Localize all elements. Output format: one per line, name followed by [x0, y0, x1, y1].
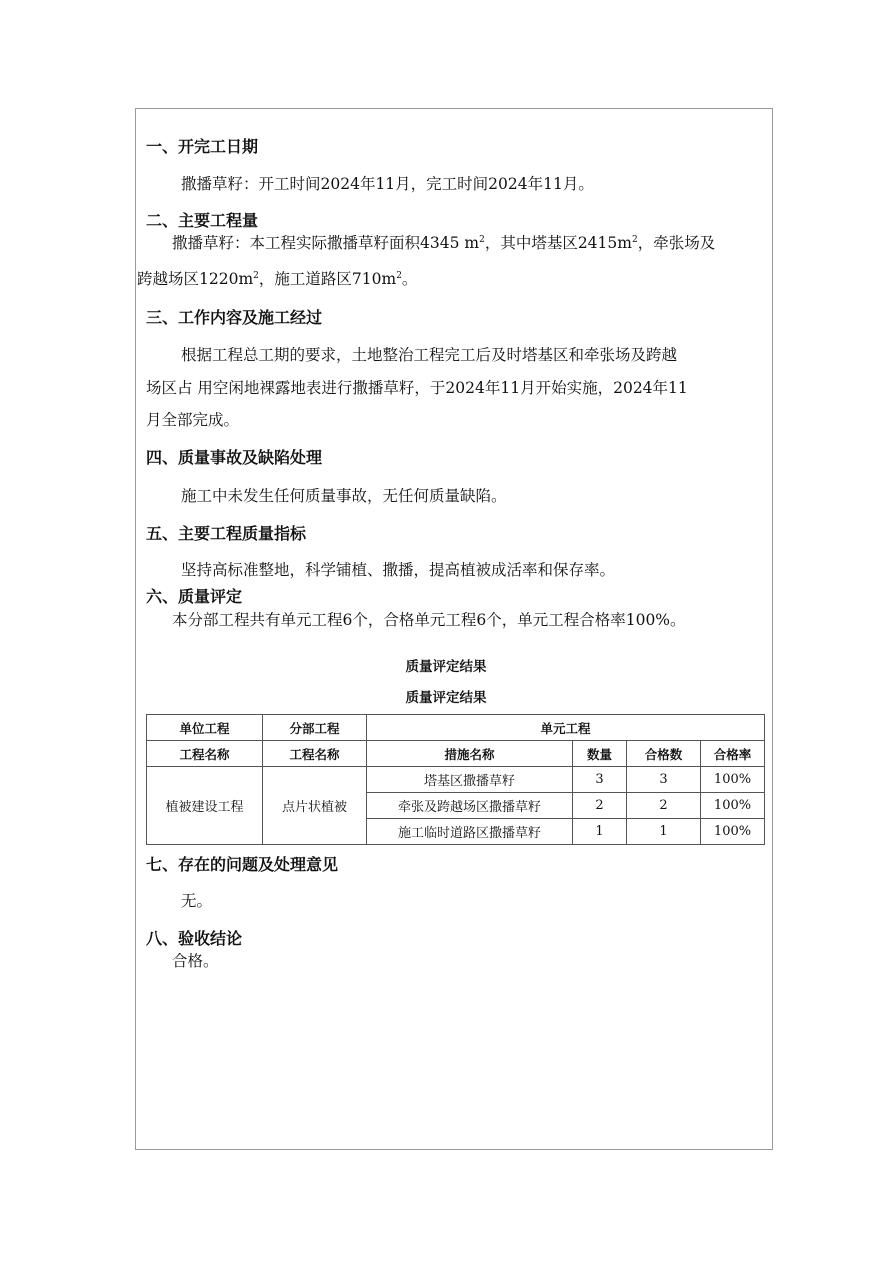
section-7-title: 七、存在的问题及处理意见 [146, 855, 339, 874]
section-6-text: 本分部工程共有单元工程6个，合格单元工程6个，单元工程合格率100%。 [172, 611, 686, 629]
superscript-2: 2 [631, 235, 638, 245]
rate-cell: 100% [701, 767, 765, 793]
section-2-line-2-part-b: ，施工道路区710m [258, 270, 397, 288]
quality-evaluation-table [146, 714, 765, 845]
section-8-text: 合格。 [172, 952, 219, 970]
section-2-line-2 [137, 267, 417, 289]
header-unit-project-name: 工程名称 [147, 741, 263, 767]
header-sub-project: 分部工程 [263, 715, 367, 741]
qualified-cell: 3 [627, 767, 701, 793]
section-5-title: 五、主要工程质量指标 [146, 524, 307, 543]
sub-project-cell: 点片状植被 [263, 767, 367, 845]
section-2-line-2-part-c: 。 [401, 270, 418, 288]
header-unit-works: 单元工程 [367, 715, 765, 741]
rate-cell: 100% [701, 819, 765, 845]
section-3-line-3: 月全部完成。 [146, 411, 240, 429]
header-pass-rate: 合格率 [701, 741, 765, 767]
section-6-title: 六、质量评定 [146, 587, 243, 606]
section-2-line-1-part-c: ，牵张场及 [637, 234, 716, 252]
measure-cell: 牵张及跨越场区撒播草籽 [367, 793, 573, 819]
section-1-title: 一、开完工日期 [146, 137, 259, 156]
section-3-line-1: 根据工程总工期的要求，土地整治工程完工后及时塔基区和牵张场及跨越 [181, 346, 678, 364]
unit-project-cell: 植被建设工程 [147, 767, 263, 845]
section-3-line-2: 场区占 用空闲地裸露地表进行撒播草籽，于2024年11月开始实施，2024年11 [146, 379, 688, 397]
section-2-line-1 [172, 231, 715, 253]
section-4-text: 施工中未发生任何质量事故，无任何质量缺陷。 [181, 487, 507, 505]
superscript-2: 2 [396, 271, 402, 281]
rate-cell: 100% [701, 793, 765, 819]
table-header-row-2 [147, 741, 765, 767]
table-title-2: 质量评定结果 [405, 690, 487, 706]
section-2-line-1-part-b: ，其中塔基区2415m [484, 234, 632, 252]
table-title-1: 质量评定结果 [405, 659, 487, 675]
section-8-title: 八、验收结论 [146, 929, 243, 948]
header-count: 数量 [573, 741, 627, 767]
section-2-line-1-part-a: 撒播草籽：本工程实际撒播草籽面积4345 m [172, 234, 480, 252]
measure-cell: 施工临时道路区撒播草籽 [367, 819, 573, 845]
count-cell: 3 [573, 767, 627, 793]
qualified-cell: 1 [627, 819, 701, 845]
section-4-title: 四、质量事故及缺陷处理 [146, 448, 323, 467]
header-qualified-count: 合格数 [627, 741, 701, 767]
table-row [147, 767, 765, 793]
header-measure-name: 措施名称 [367, 741, 573, 767]
count-cell: 1 [573, 819, 627, 845]
count-cell: 2 [573, 793, 627, 819]
table-header-row-1 [147, 715, 765, 741]
superscript-2: 2 [479, 235, 485, 245]
section-7-text: 无。 [181, 892, 213, 910]
header-unit-project: 单位工程 [147, 715, 263, 741]
qualified-cell: 2 [627, 793, 701, 819]
superscript-2: 2 [253, 271, 259, 281]
section-1-text: 撒播草籽：开工时间2024年11月，完工时间2024年11月。 [181, 175, 594, 193]
header-sub-project-name: 工程名称 [263, 741, 367, 767]
section-3-title: 三、工作内容及施工经过 [146, 308, 323, 327]
section-2-line-2-part-a: 跨越场区1220m [137, 270, 254, 288]
section-5-text: 坚持高标准整地，科学铺植、撒播，提高植被成活率和保存率。 [181, 561, 616, 579]
measure-cell: 塔基区撒播草籽 [367, 767, 573, 793]
section-2-title: 二、主要工程量 [146, 211, 259, 230]
